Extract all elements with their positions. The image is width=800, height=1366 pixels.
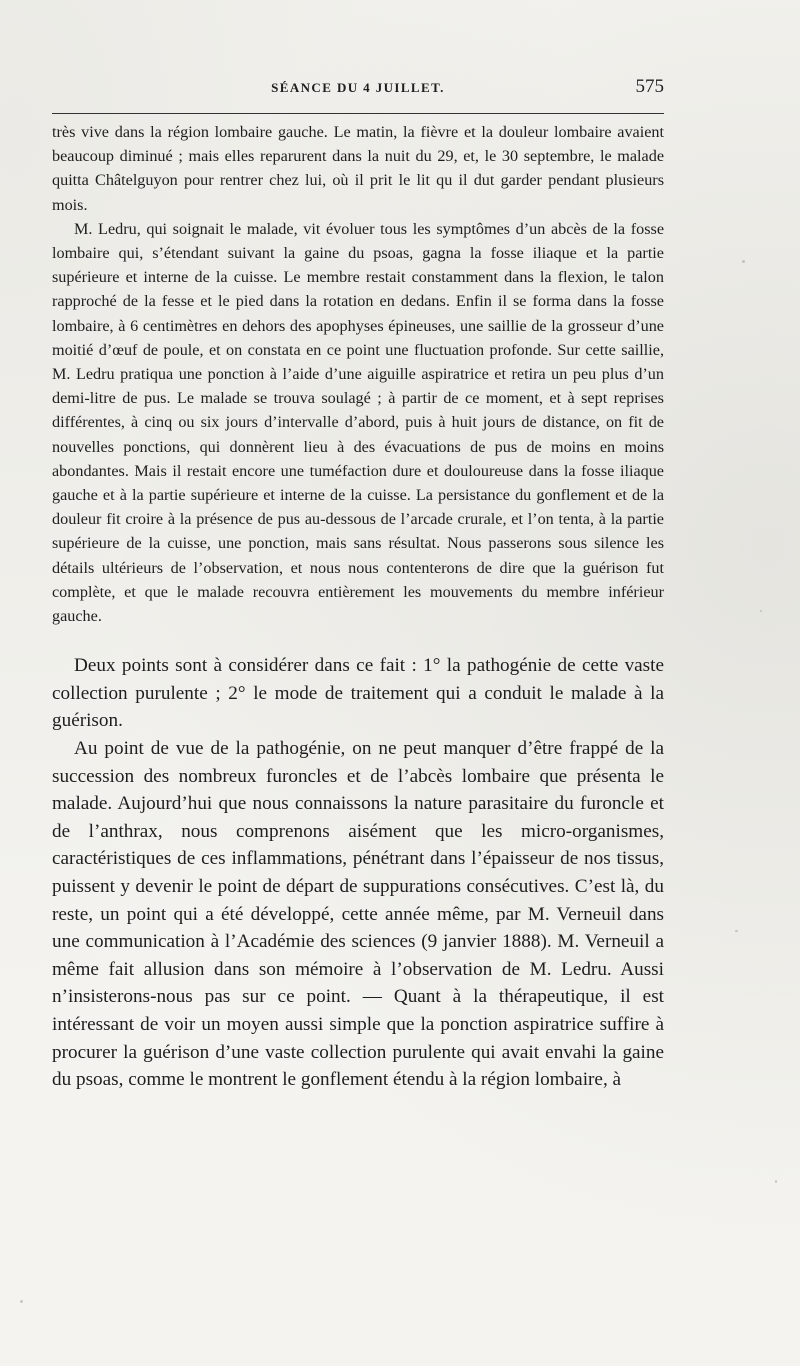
body-text [52, 120, 664, 1094]
observation-section [52, 120, 664, 628]
page-number: 575 [635, 76, 664, 97]
commentary-paragraph-1: Deux points sont à considérer dans ce fait : 1° la pathogénie de cette vaste collection purulente ; 2° le mode de traitement qui a conduit le malade à la guérison. [52, 655, 664, 732]
paper-speck [742, 260, 745, 263]
header-rule [52, 113, 664, 114]
running-head: SÉANCE DU 4 JUILLET. [271, 80, 445, 95]
commentary-section [52, 652, 664, 1094]
observation-paragraph-2: M. Ledru, qui soignait le malade, vit évoluer tous les symptômes d’un abcès de la fosse lombaire qui, s’étendant suivant la gaine du psoas, gagna la fosse iliaque et la partie supérieure et interne de la cuisse. Le membre restait constamment dans la flexion, le talon rapproché de la fesse et le pied dans la rotation en dedans. Enfin il se forma dans la fosse lombaire, à 6 centimètres en dehors des apophyses épineuses, une saillie de la grosseur d’une moitié d’œuf de poule, et on constata en ce point une fluctuation profonde. Sur cette saillie, M. Ledru pratiqua une ponction à l’aide d’une aiguille aspiratrice et retira un peu plus d’un demi-litre de pus. Le malade se trouva soulagé ; à partir de ce moment, et à sept reprises différentes, à cinq ou six jours d’intervalle d’abord, puis à huit jours de distance, on fit de nouvelles ponctions, qui donnèrent lieu à des évacuations de pus de moins en moins abondantes. Mais il restait encore une tuméfaction dure et douloureuse dans la fosse iliaque gauche et à la partie supérieure et interne de la cuisse. La persistance du gonflement et de la douleur fit croire à la présence de pus au-dessous de l’arcade crurale, et l’on tenta, à la partie supérieure de la cuisse, une ponction, mais sans résultat. Nous passerons sous silence les détails ultérieurs de l’observation, et nous nous contenterons de dire que la guérison fut complète, et que le malade recouvra entièrement les mouvements du membre inférieur gauche. [52, 219, 664, 626]
commentary-paragraph-2: Au point de vue de la pathogénie, on ne peut manquer d’être frappé de la succession des nombreux furoncles et de l’abcès lombaire que présenta le malade. Aujourd’hui que nous connaissons la nature parasitaire du furoncle et de l’anthrax, nous comprenons aisément que les micro-organismes, caractéristiques de ces inflammations, pénétrant dans l’épaisseur de nos tissus, puissent y devenir le point de départ de suppurations consécutives. C’est là, du reste, un point qui a été développé, cette année même, par M. Verneuil dans une communication à l’Académie des sciences (9 janvier 1888). M. Verneuil a même fait allusion dans son mémoire à l’observation de M. Ledru. Aussi n’insisterons-nous pas sur ce point. — Quant à la thérapeutique, il est intéressant de voir un moyen aussi simple que la ponction aspiratrice suffire à procurer la guérison d’une vaste collection purulente qui avait envahi la gaine du psoas, comme le montrent le gonflement étendu à la région lombaire, à [52, 738, 664, 1091]
paper-speck [775, 1180, 777, 1183]
page-header [52, 76, 664, 102]
paper-speck [735, 930, 738, 932]
observation-paragraph-1: très vive dans la région lombaire gauche. Le matin, la fièvre et la douleur lombaire avaient beaucoup diminué ; mais elles reparurent dans la nuit du 29, et, le 30 septembre, le malade quitta Châtelguyon pour rentrer chez lui, où il prit le lit qu il dut garder pendant plusieurs mois. [52, 123, 664, 214]
paper-speck [760, 610, 762, 612]
paper-speck [20, 1300, 23, 1303]
